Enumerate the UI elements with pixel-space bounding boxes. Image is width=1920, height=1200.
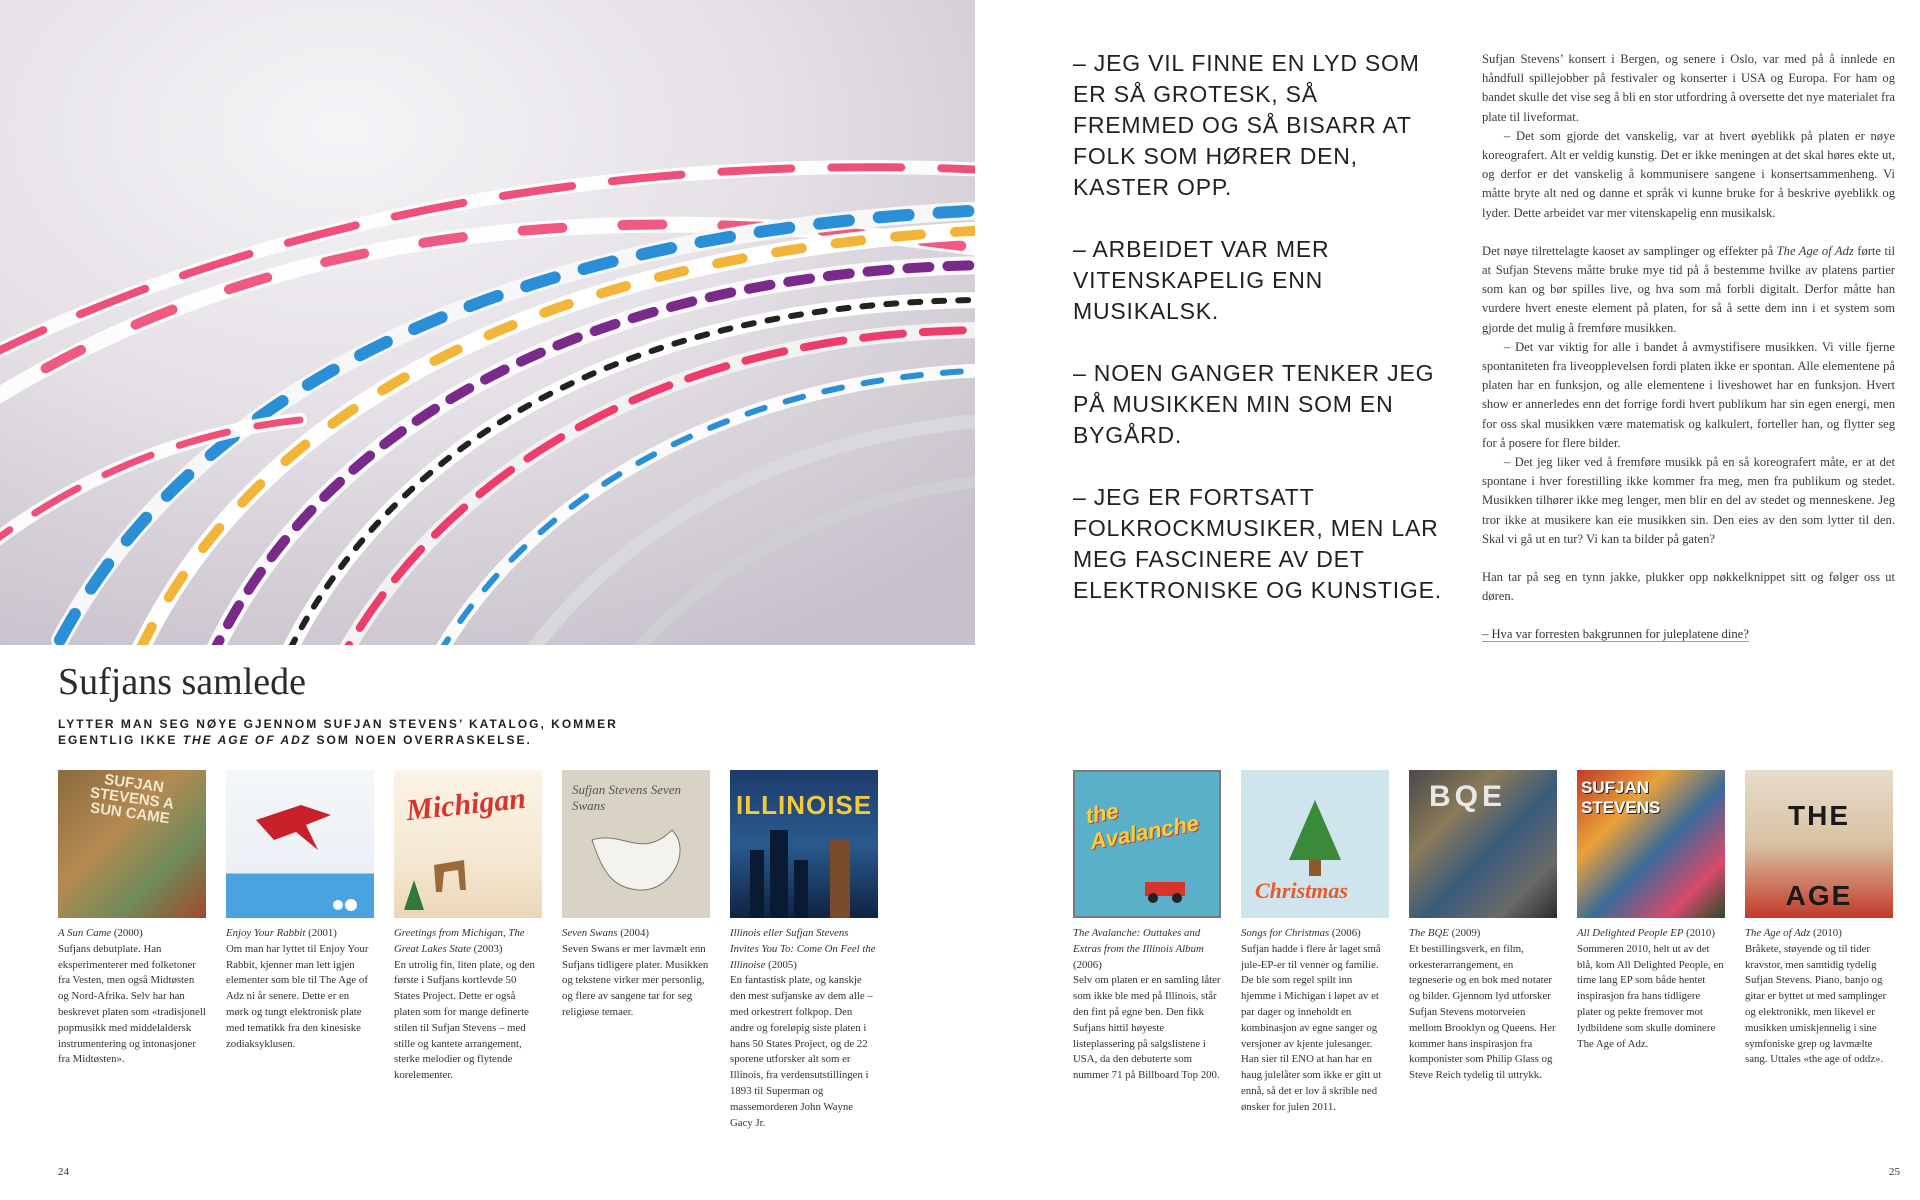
album-title: All Delighted People EP [1577,927,1684,939]
album-description: Sufjan hadde i flere år laget små jule-EP-er til venner og familie. De ble som regel spilt inn hjemme i Michigan i løpet av et par dager og inneholdt en kombinasjon av egne sanger og versjoner av kjente julesanger. Han sier til ENO at han har en haug julelåter som ikke er gitt ut ennå, så det er lov å skrible ned ønsker for julen 2011. [1241,942,1382,1113]
hula-hoops-photo [0,0,975,645]
cover-text: SUFJAN STEVENS [1581,778,1661,817]
cover-text: Michigan [404,781,528,828]
album-cover-the-age-of-adz [1745,770,1893,918]
album-cover-enjoy-your-rabbit [226,770,374,918]
album-cover-songs-for-christmas [1241,770,1389,918]
body-italic: The Age of Adz [1776,243,1854,258]
album-description: Selv om platen er en samling låter som ikke ble med på Illinois, står den fint på egne ben. Den fikk Sufjans hittil høyeste listeplassering på salgslistene i USA, da den debuterte som nummer 71 på Billboard Top 200. [1073,974,1221,1082]
album-list-right [1073,770,1913,1116]
car-icon [1075,772,1221,918]
article-body [1482,50,1895,645]
body-paragraph: Han tar på seg en tynn jakke, plukker opp nøkkelknippet sitt og følger oss ut døren. [1482,570,1895,604]
body-paragraph: Sufjan Stevens’ konsert i Bergen, og senere i Oslo, var med på å innlede en håndfull spillejobber på festivaler og konserter i USA og Europa. For ham og bandet skulle det vise seg å bli en stor utfordring å oversette det nye materialet fra plate til liveformat. [1482,52,1895,124]
pull-quote: – JEG VIL FINNE EN LYD SOM ER SÅ GROTESK, SÅ FREMMED OG SÅ BISARR AT FOLK SOM HØRER DEN, KASTER OPP. [1073,50,1420,200]
album-songs-for-christmas [1241,770,1389,1116]
album-cover-michigan [394,770,542,918]
album-caption [394,926,542,1084]
cover-text: THE AGE [1785,800,1853,911]
album-year: (2000) [113,927,143,939]
album-the-avalanche [1073,770,1221,1116]
album-year: (2009) [1451,927,1481,939]
album-year: (2010) [1686,927,1715,939]
album-caption [730,926,878,1131]
album-description: Seven Swans er mer lavmælt enn Sufjans tidligere plater. Musikken og tekstene virker mer personlig, og flere av sangene tar for seg religiøse temaer. [562,942,709,1018]
skyline-icon [730,770,878,918]
album-caption [1409,926,1557,1084]
lead-text [58,716,698,748]
pull-quotes [1073,48,1443,637]
cover-text: SUFJAN STEVENS A SUN CAME [88,771,176,828]
album-cover-a-sun-came [58,770,206,918]
album-description: Et bestillingsverk, en film, orkesterarrangement, en tegneserie og en bok med notater og bilder. Gjennom lyd utforsker Sufjan Stevens motorveien mellom Brooklyn og Queens. Her kommer hans inspirasjon fra komponister som Philip Glass og Steve Reich tydelig til uttrykk. [1409,942,1556,1082]
cover-text: Sufjan Stevens Seven Swans [572,782,682,813]
album-title: The BQE [1409,927,1449,939]
album-title: The Avalanche: Outtakes and Extras from the Illinois Album [1073,927,1204,955]
body-paragraph: – Det var viktig for alle i bandet å avmystifisere musikken. Vi ville fjerne spontaniteten fra liveopplevelsen fordi platen ikke er spontan. Alle elementene på platen har en funksjon, og alle elementene i liveshowet har en funksjon. Hvert show er annerledes enn det forrige fordi hvert publikum har sin egen energi, men for oss skal musikken være matematisk og kalkulert, forteller han, og flytter seg for å posere for flere bilder. [1482,339,1895,450]
pull-quote: – ARBEIDET VAR MER VITENSKAPELIG ENN MUSIKALSK. [1073,236,1330,324]
album-year: (2001) [308,927,337,939]
album-cover-the-bqe [1409,770,1557,918]
album-title: Illinois eller Sufjan Stevens Invites You To: Come On Feel the Illinoise [730,927,876,971]
continue-link[interactable]: – Hva var forresten bakgrunnen for juleplatene dine? [1482,627,1749,642]
page-number-left: 24 [58,1166,69,1178]
body-paragraph: – Det som gjorde det vanskelig, var at hvert øyeblikk på platen er nøye koreografert. Alt er veldig kunstig. Det er ikke meningen at det skal høres ekte ut, og derfor er det vanskelig å kommunisere sangene i konsertsammenheng. Vi måtte bryte alt ned og danne et språk vi kunne bruke for å beskrive øyeblikk og lyder. Dette arbeidet var mer vitenskapelig enn musikalsk. [1482,128,1895,220]
album-title: Songs for Christmas [1241,927,1330,939]
album-cover-all-delighted-people [1577,770,1725,918]
album-title: A Sun Came [58,927,112,939]
album-year: (2006) [1073,958,1102,971]
album-description: Sufjans debutplate. Han eksperimenterer med folketoner fra Vesten, men også Midtøsten og Nord-Afrika. Selv har han beskrevet platen som «tradisjonell popmusikk med middelaldersk instrumentering og intonasjoner fra Midtøsten». [58,942,206,1066]
right-page [960,0,1920,1200]
album-description: Bråkete, støyende og til tider kravstor, men samtidig tydelig Sufjan Stevens. Piano, banjo og gitar er byttet ut med samplinger og elektronikk, men likevel er musikken umiskjennelig i sine symfoniske grep og lavmælte sang. Uttales «the age of oddz». [1745,942,1887,1066]
album-title: Greetings from Michigan, The Great Lakes State [394,927,525,955]
cover-text: BQE [1429,780,1507,813]
section-title: Sufjans samlede [58,661,307,703]
album-all-delighted-people [1577,770,1725,1116]
body-paragraph [1482,242,1895,338]
album-the-bqe [1409,770,1557,1116]
album-caption [1241,926,1389,1116]
album-caption [1745,926,1893,1068]
cover-text: the Avalanche [1083,798,1201,855]
album-caption [226,926,374,1052]
album-enjoy-your-rabbit [226,770,374,1131]
album-title: The Age of Adz [1745,927,1811,939]
cover-text: Christmas [1255,878,1348,903]
album-a-sun-came [58,770,206,1131]
cover-text: ILLINOISE [736,790,873,820]
album-description: Om man har lyttet til Enjoy Your Rabbit, kjenner man lett igjen elementer som ble til The Age of Adz ni år senere. Dette er en mørk og tungt elektronisk plate med tematikk fra den kinesiske zodiaksyklusen. [226,942,369,1050]
lead-part1: LYTTER MAN SEG NØYE GJENNOM SUFJAN STEVENS’ KATALOG, KOMMER EGENTLIG IKKE [58,717,618,747]
album-cover-illinois [730,770,878,918]
album-caption [58,926,206,1068]
album-caption [1073,926,1221,1084]
body-paragraph: – Det jeg liker ved å fremføre musikk på en så koreografert måte, er at det spontane i hver forestilling ikke kommer fra meg, men fra publikum og stedet. Musikken tilhører ikke meg lenger, men blir en del av stedet og menneskene. Jeg tror ikke at musikere kan eie musikken sin. Den eies av den som lytter til den. Skal vi gå ut en tur? Vi kan ta bilder på gaten? [1482,455,1895,546]
lead-italic: THE AGE OF ADZ [182,733,312,747]
album-year: (2003) [473,942,503,955]
album-seven-swans [562,770,710,1131]
album-illinois [730,770,878,1131]
deer-icon [394,770,542,918]
album-year: (2004) [620,927,649,939]
album-the-age-of-adz [1745,770,1893,1116]
pull-quote: – NOEN GANGER TENKER JEG PÅ MUSIKKEN MIN SOM EN BYGÅRD. [1073,360,1435,448]
lead-part2: SOM NOEN OVERRASKELSE. [311,733,532,747]
page-number-right: 25 [1889,1166,1900,1178]
album-description: En utrolig fin, liten plate, og den første i Sufjans kortlevde 50 States Project. Dette er også platen som for mange definerte stilen til Sufjan Stevens – med stille og kantete arrangement, sterke melodier og flytende korelementer. [394,958,535,1082]
album-michigan [394,770,542,1131]
album-cover-seven-swans [562,770,710,918]
album-description: En fantastisk plate, og kanskje den mest sufjanske av dem alle – med orkestrert folkpop. Den andre og foreløpig siste platen i hans 50 States Project, og de 22 sporene utforsker alt som er Illinois, fra verdensutstillingen i 1893 til Superman og massemorderen John Wayne Gacy Jr. [730,974,873,1129]
body-text: Det nøye tilrettelagte kaoset av samplinger og effekter på [1482,243,1777,258]
album-year: (2006) [1331,927,1361,939]
album-year: (2010) [1813,927,1842,939]
album-cover-the-avalanche [1073,770,1221,918]
album-title: Enjoy Your Rabbit [226,927,306,939]
album-description: Sommeren 2010, helt ut av det blå, kom All Delighted People, en time lang EP som både hentet inspirasjon fra hans tidligere plater og pekte fremover mot lydbildene som skulle dominere The Age of Adz. [1577,942,1724,1050]
album-list-left [58,770,898,1131]
body-paragraph [1482,625,1895,644]
pull-quote: – JEG ER FORTSATT FOLKROCKMUSIKER, MEN LAR MEG FASCINERE AV DET ELEKTRONISKE OG KUNSTIGE. [1073,484,1442,603]
body-text: førte til at Sufjan Stevens måtte bruke mye tid på å bestemme hvilke av platens partier som kan og bør spilles live, og hva som må forbli digitalt. Derfor måtte han vurdere hvert eneste element på platen, for så å sette dem inn i et system som gjorde det mulig å fremføre musikken. [1482,243,1895,335]
album-caption [562,926,710,1021]
swan-icon [562,770,710,918]
album-title: Seven Swans [562,927,618,939]
album-year: (2005) [768,958,797,971]
bird-icon [226,770,374,918]
album-caption [1577,926,1725,1052]
